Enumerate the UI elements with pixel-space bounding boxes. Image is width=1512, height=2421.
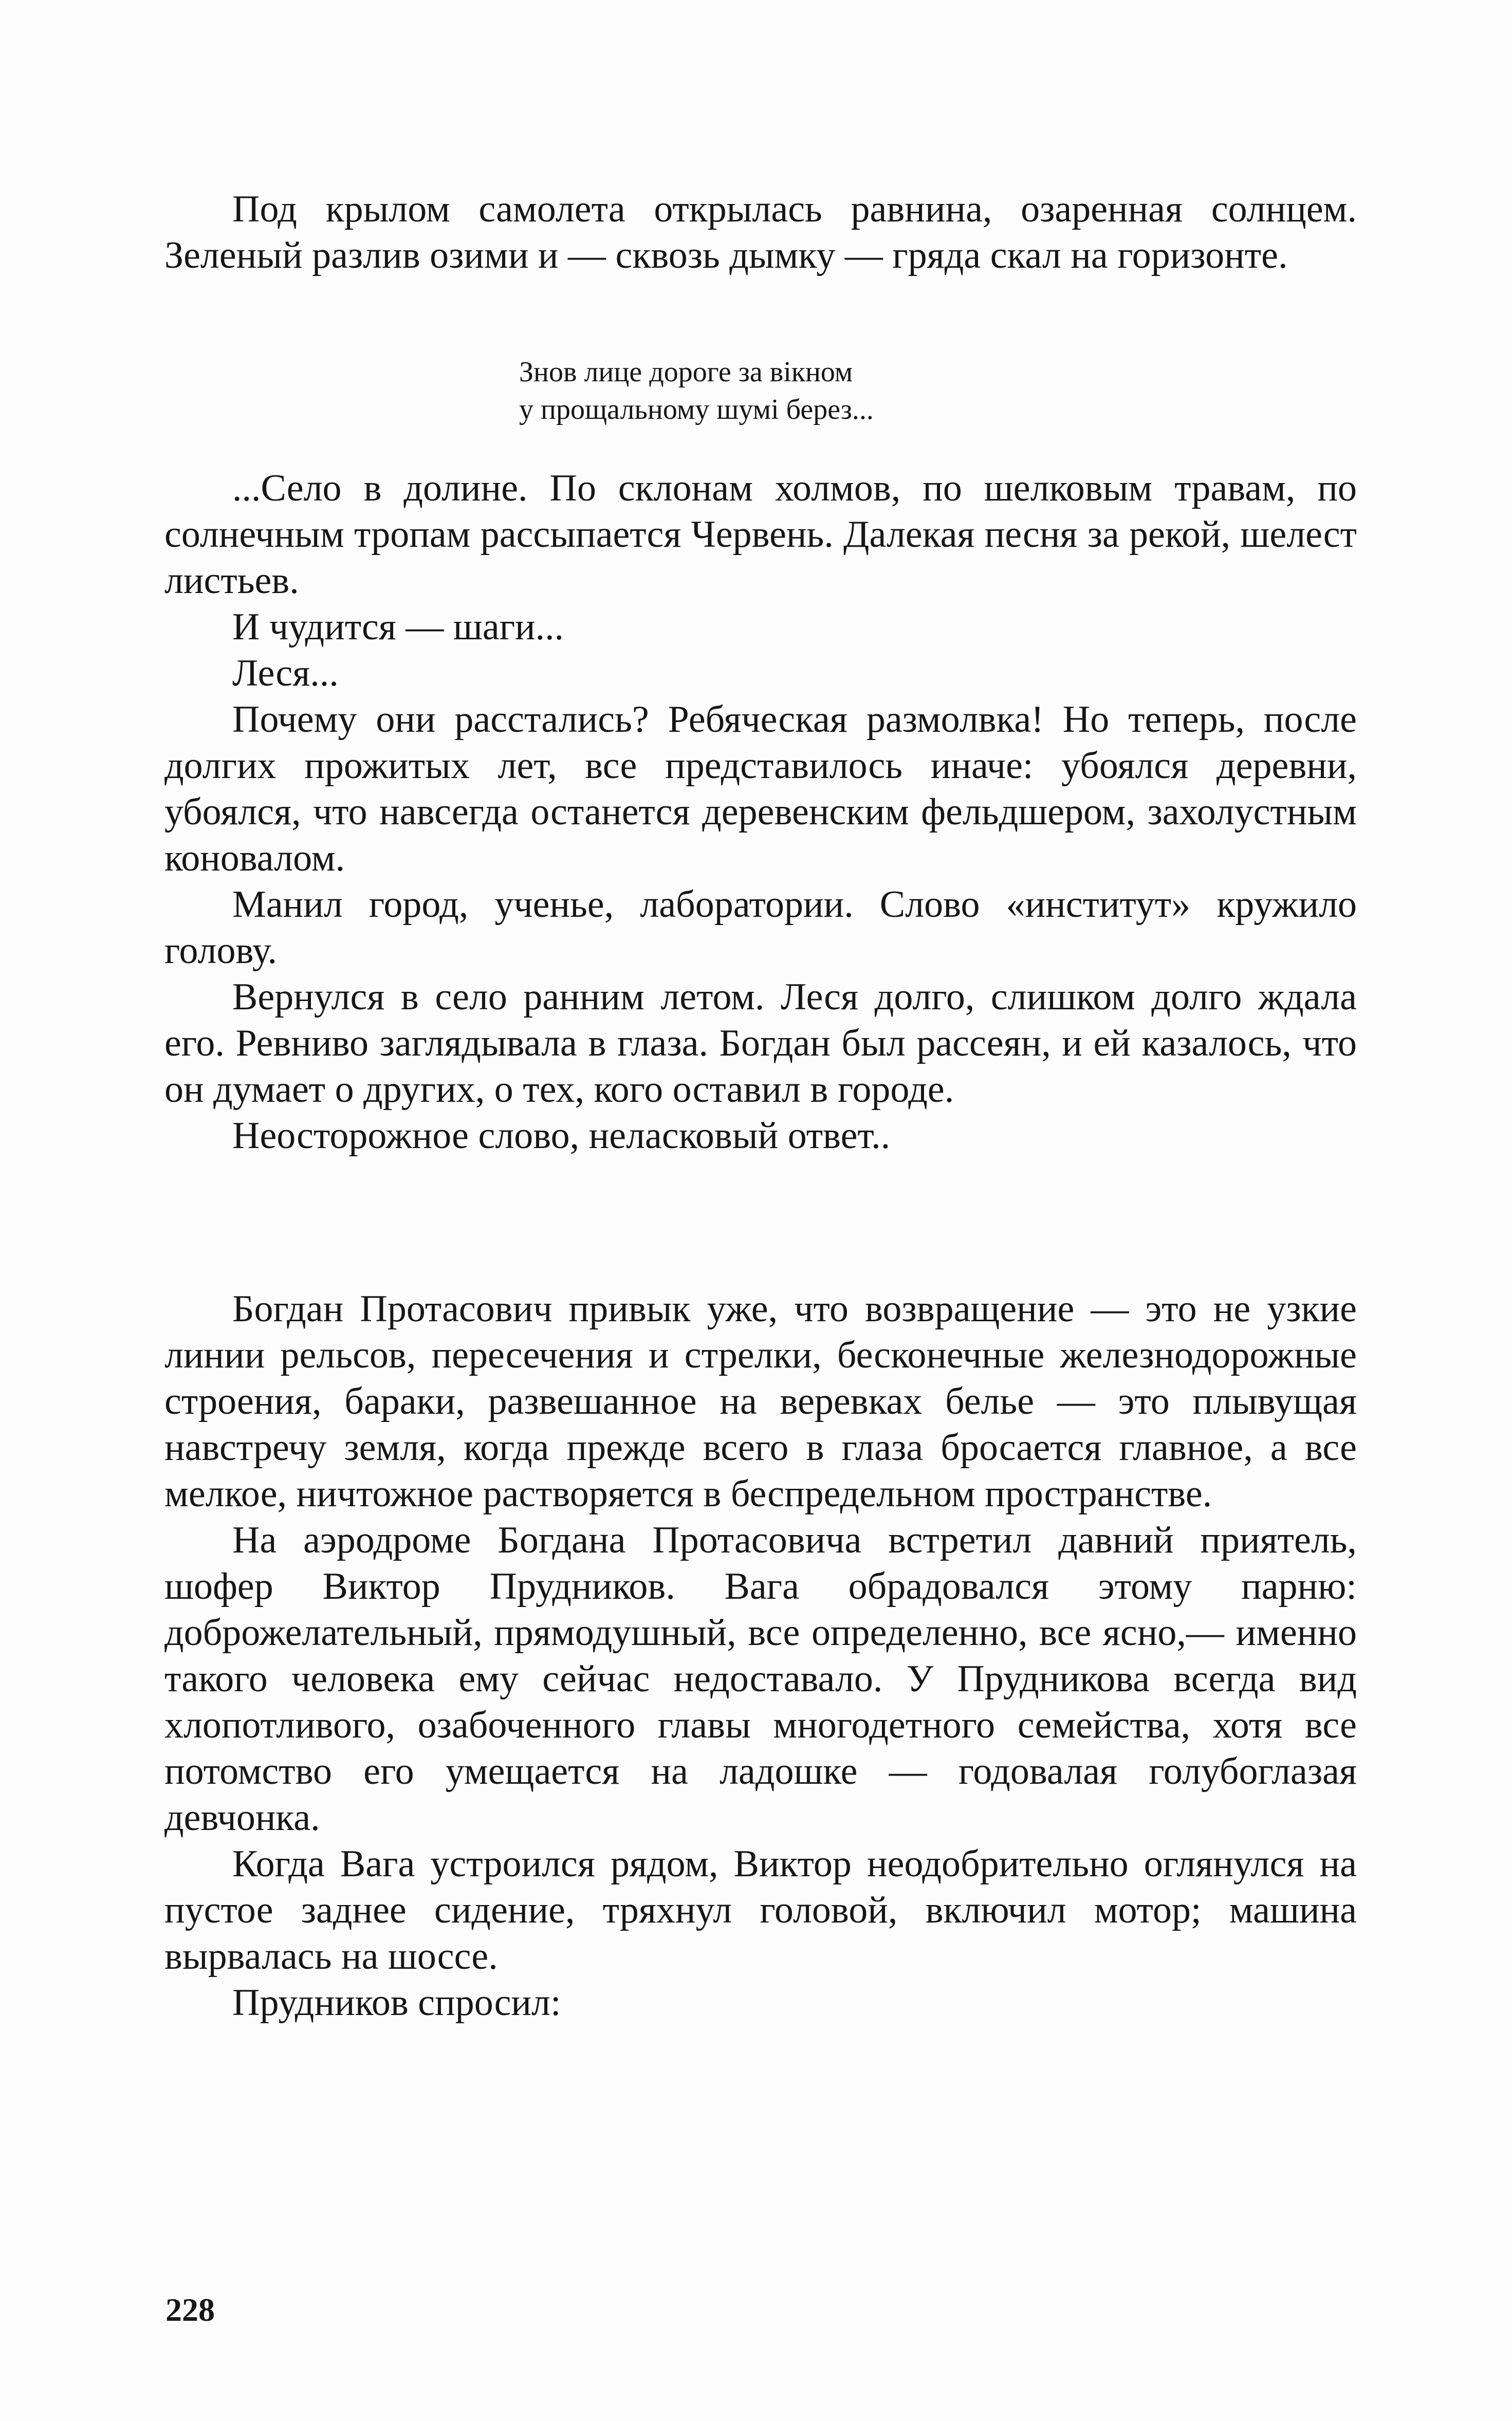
- poem-epigraph: [519, 354, 1187, 429]
- paragraph: Прудников спросил:: [232, 1982, 561, 2024]
- page-number: 228: [165, 2291, 215, 2328]
- paragraph: Почему они расстались? Ребяческая размолвка! Но теперь, после долгих прожитых лет, все представилось иначе: убоялся деревни, убоялся, что навсегда останется деревенским фельдшером, захолустным коновалом.: [164, 698, 1357, 879]
- paragraph: Манил город, ученье, лаборатории. Слово «институт» кружило голову.: [164, 883, 1357, 972]
- paragraph: Богдан Протасович привык уже, что возвращение — это не узкие линии рельсов, пересечения и стрелки, бесконечные железнодорожные строения, бараки, развешанное на веревках белье — это плывущая навстречу земля, когда прежде всего в глаза бросается главное, а все мелкое, ничтожное растворяется в беспредельном пространстве.: [164, 1288, 1357, 1515]
- paragraph: И чудится — шаги...: [232, 606, 564, 648]
- paragraph: Вернулся в село ранним летом. Леся долго, слишком долго ждала его. Ревниво заглядывала в глаза. Богдан был рассеян, и ей казалось, что он думает о других, о тех, кого оставил в городе.: [164, 976, 1357, 1111]
- intro-paragraphs: [164, 186, 1357, 279]
- poem-line: у прощальному шумі берез...: [519, 394, 874, 426]
- poem-line: Знов лице дороге за вікном: [519, 356, 853, 388]
- paragraph: Леся...: [232, 652, 339, 694]
- paragraph: Под крылом самолета открылась равнина, озаренная солнцем. Зеленый разлив озими и — сквозь дымку — гряда скал на горизонте.: [164, 188, 1357, 276]
- paragraph: Когда Вага устроился рядом, Виктор неодобрительно оглянулся на пустое заднее сидение, тряхнул головой, включил мотор; машина вырвалась на шоссе.: [164, 1843, 1357, 1978]
- paragraph: На аэродроме Богдана Протасовича встретил давний приятель, шофер Виктор Прудников. Вага обрадовался этому парню: доброжелательный, прямодушный, все определенно, все ясно,— именно такого человека ему сейчас недоставало. У Прудникова всегда вид хлопотливого, озабоченного главы многодетного семейства, хотя все потомство его умещается на ладошке — годовалая голубоглазая девчонка.: [164, 1519, 1357, 1839]
- paragraph: Неосторожное слово, неласковый ответ..: [232, 1115, 891, 1157]
- paragraph: ...Село в долине. По склонам холмов, по шелковым травам, по солнечным тропам рассыпается Червень. Далекая песня за рекой, шелест листьев.: [164, 467, 1357, 602]
- return-paragraphs: [164, 1286, 1357, 2026]
- memory-paragraphs: [164, 465, 1357, 1159]
